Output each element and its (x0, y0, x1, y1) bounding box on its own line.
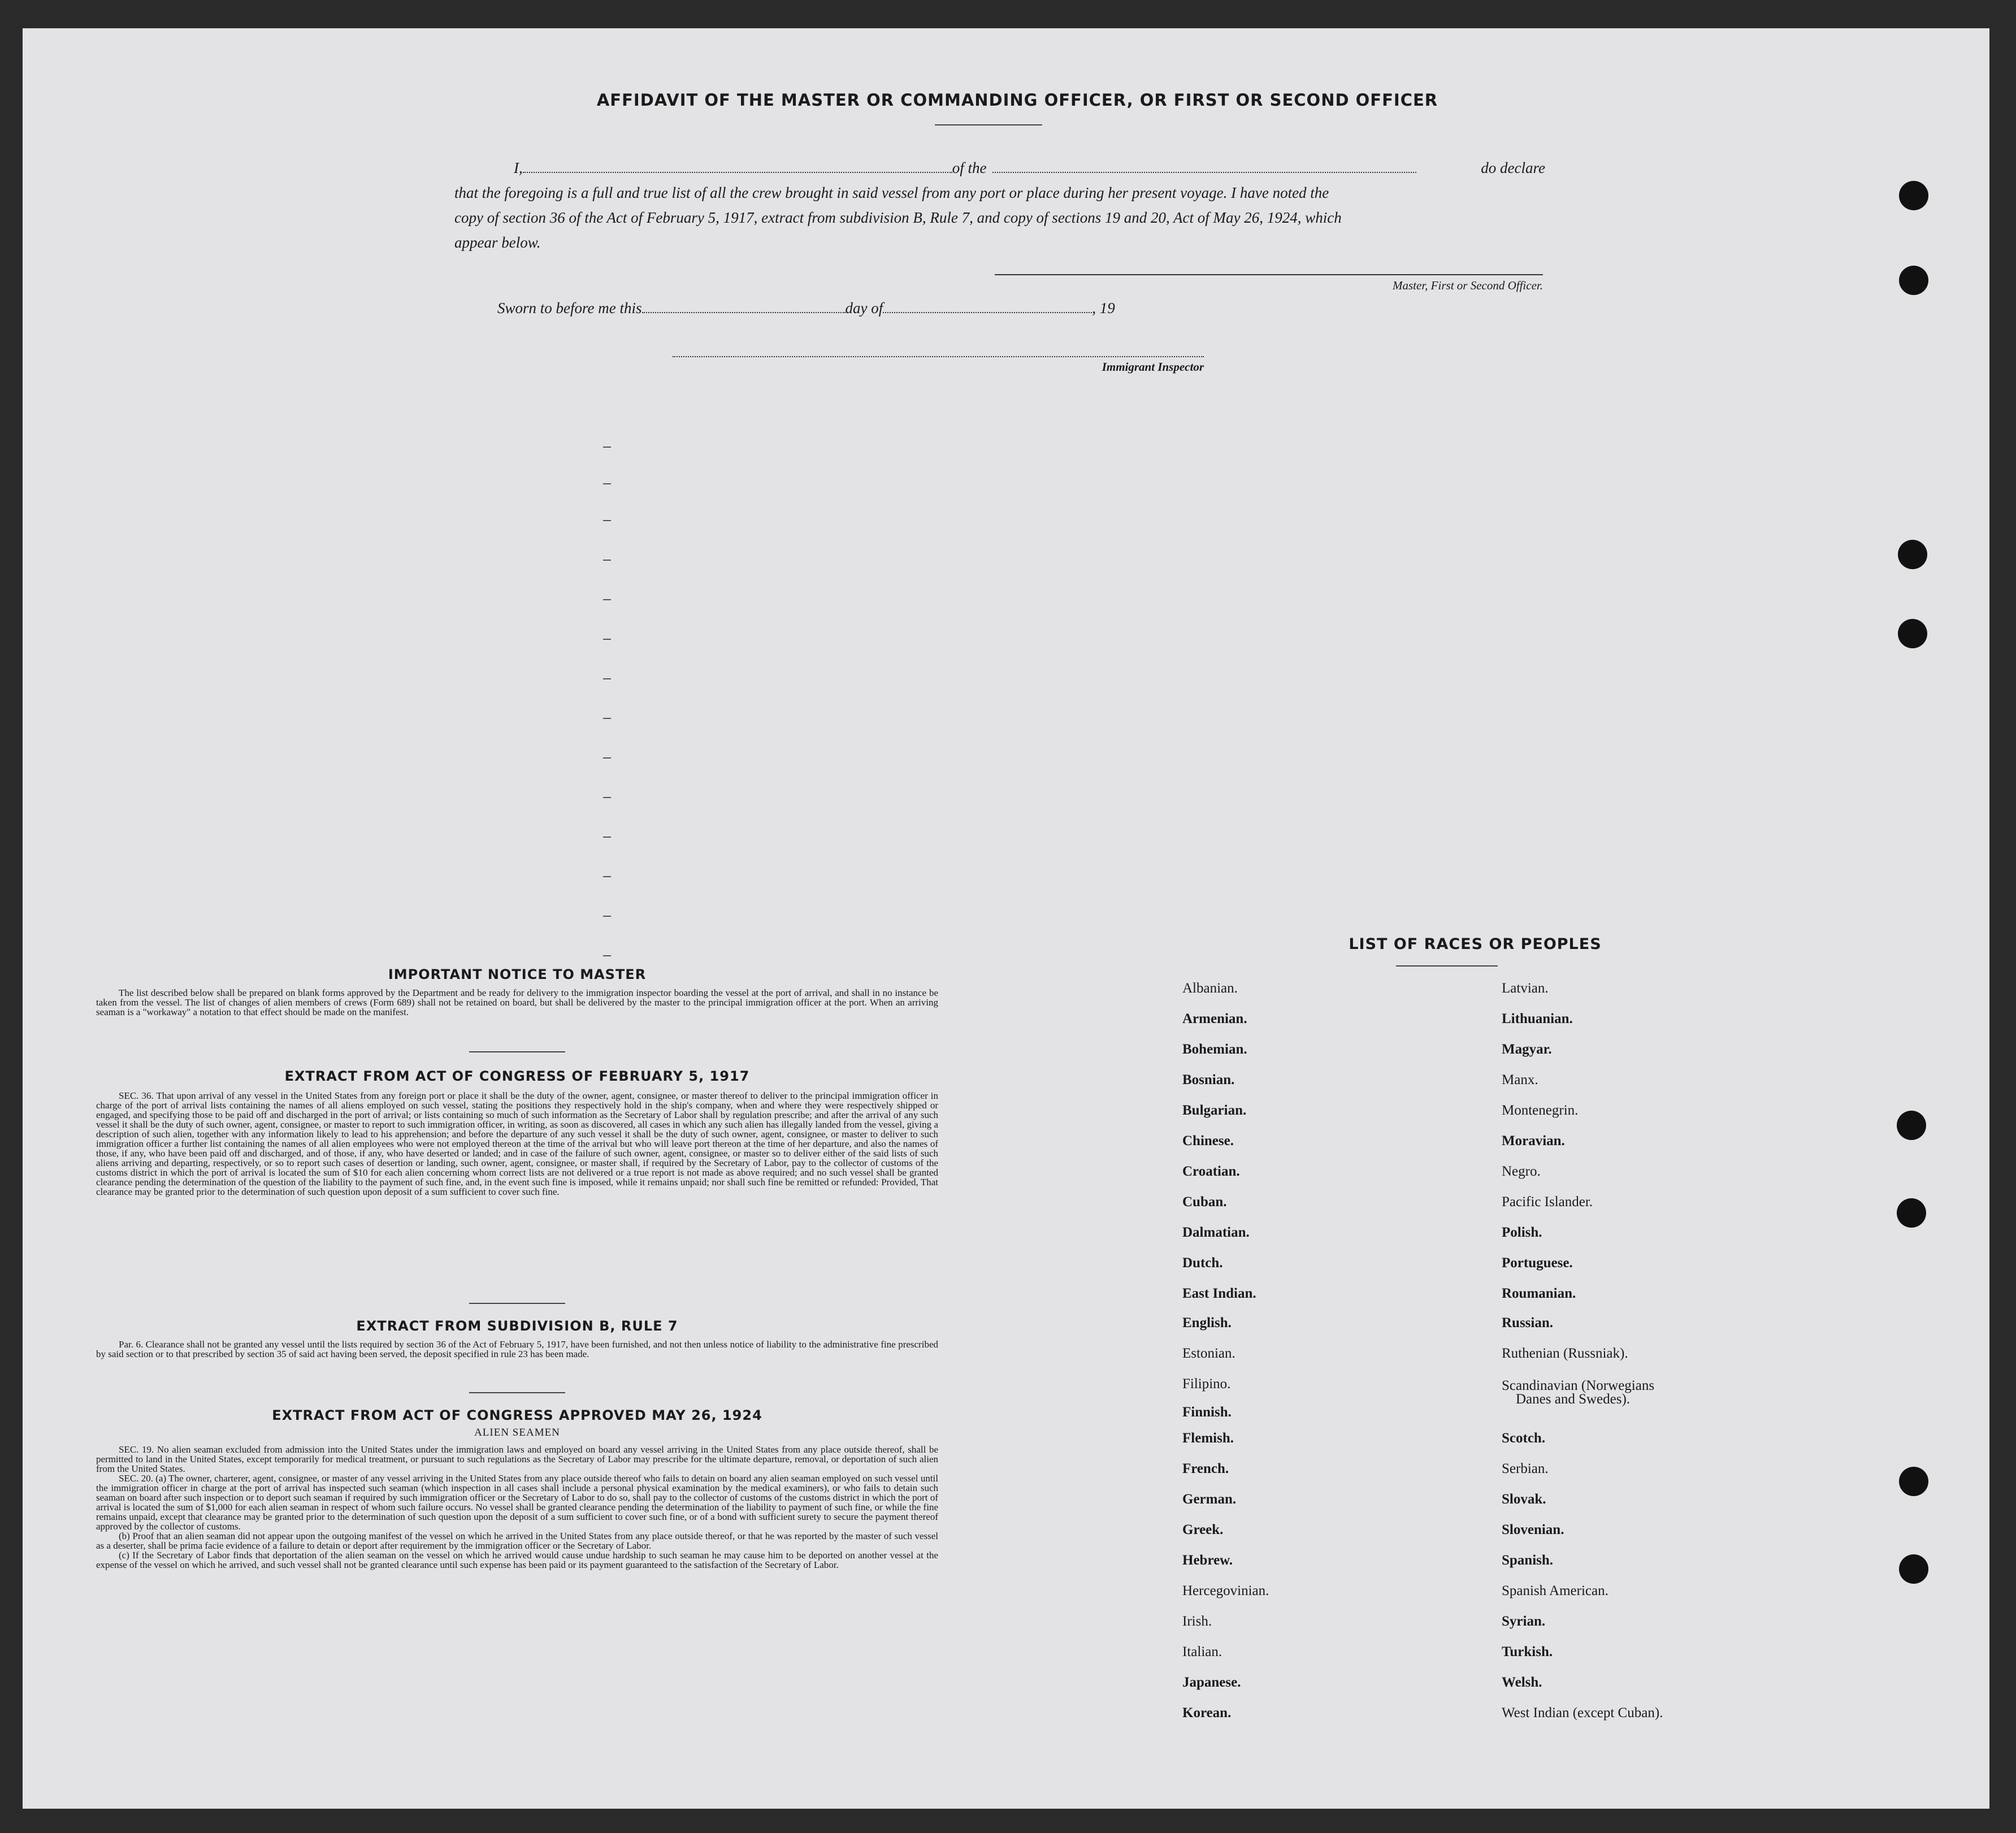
punch-hole (1899, 266, 1928, 295)
affidavit-line1-mid: of the (952, 159, 987, 176)
sworn-mid: day of (845, 300, 883, 317)
race-item: Negro. (1502, 1164, 1541, 1179)
race-item: Filipino. (1182, 1376, 1231, 1392)
race-item: Roumanian. (1502, 1286, 1576, 1301)
race-item: Dalmatian. (1182, 1225, 1250, 1240)
race-item: Montenegrin. (1502, 1103, 1579, 1118)
race-item: English. (1182, 1315, 1232, 1331)
affidavit-body (454, 155, 1545, 255)
race-item: Finnish. (1182, 1405, 1232, 1420)
races-divider (1396, 965, 1498, 967)
rule-7-body (96, 1340, 938, 1359)
affidavit-line1-end: do declare (1481, 159, 1545, 176)
race-item: Manx. (1502, 1072, 1538, 1087)
race-item: Bohemian. (1182, 1042, 1247, 1057)
section-36-text: SEC. 36. That upon arrival of any vessel in the United States from any foreign port or place it shall be the duty of the owner, agent, consignee, or master thereof to deliver to the principal immigration officer in charge of the port of arrival lists containing the names of all aliens employed on such vessel, stating the positions they respectively hold in the ship's company, when and where they were respectively shipped or engaged, and specifying those to be paid off and discharged in the port of arrival; or lists containing so much of such information as the Secretary of Labor shall by regulation prescribe; and after the arrival of any such vessel it shall be the duty of such owner, agent, consignee, or master to report to such immigration officer, in writing, as soon as discovered, all cases in which any such alien has illegally landed from the vessel, giving a description of such alien, together with any information likely to lead to his apprehension; and before the departure of any such vessel it shall be the duty of such owner, agent, consignee, or master to deliver to such immigration officer a further list containing the names of all alien employees who were not employed thereon at the time of the arrival but who will leave port thereon at the time of her departure, and also the names of those, if any, who have been paid off and discharged, and of those, if any, who have deserted or landed; and in case of the failure of such owner, agent, consignee, or master so to deliver either of the said lists of such aliens arriving and departing, respectively, or so to report such cases of desertion or landing, such owner, agent, consignee, or master shall, if required by the Secretary of Labor, pay to the collector of customs of the customs district in which the port of arrival is located the sum of $10 for each alien concerning whom correct lists are not delivered or a true report is not made as above required; and no such vessel shall be granted clearance pending the determination of the question of the liability to the payment of such fine, and, in the event such fine is imposed, while it remains unpaid; nor shall such fine be remitted or refunded: Provided, That clearance may be granted prior to the determination of such question upon deposit of a sum sufficient to cover such fine. (96, 1090, 938, 1197)
races-title: LIST OF RACES OR PEOPLES (1349, 935, 1602, 953)
race-item: Dutch. (1182, 1255, 1223, 1271)
notice-divider (469, 1051, 565, 1052)
notice-text: The list described below shall be prepared on blank forms approved by the Department and be ready for delivery to the immigration inspector boarding the vessel at the port of arrival, and shall in no instance be taken from the vessel. The list of changes of alien members of crews (Form 689) shall not be retained on board, but shall be delivered by the master to the principal immigration officer at the port. When an arriving seaman is a "workaway" a notation to that effect should be made on the manifest. (96, 987, 938, 1017)
punch-hole (1897, 1111, 1926, 1140)
race-item: Spanish American. (1502, 1583, 1609, 1598)
sworn-end: , 19 (1092, 300, 1115, 317)
name-blank[interactable] (523, 172, 952, 173)
sworn-start: Sworn to before me this (497, 300, 642, 317)
rule-7-text: Par. 6. Clearance shall not be granted any vessel until the lists required by section 36 of the Act of February 5, 1917, have been furnished, and not then unless notice of liability to the administrative fine prescribed by said section or to that prescribed by section 35 of said act having been served, the deposit specified in rule 23 has been made. (96, 1339, 938, 1359)
race-item: Greek. (1182, 1522, 1224, 1537)
race-item: Pacific Islander. (1502, 1194, 1593, 1210)
master-signature-label: Master, First or Second Officer. (1393, 279, 1543, 292)
race-item: Croatian. (1182, 1164, 1240, 1179)
race-item: Syrian. (1502, 1614, 1546, 1629)
race-item: Turkish. (1502, 1644, 1553, 1659)
punch-hole (1899, 181, 1928, 210)
punch-hole (1899, 1467, 1928, 1496)
race-item: Korean. (1182, 1705, 1232, 1721)
race-item: Scotch. (1502, 1431, 1546, 1446)
punch-hole (1899, 1554, 1928, 1584)
extract-1917-divider (469, 1303, 565, 1304)
race-item: Magyar. (1502, 1042, 1552, 1057)
extract-1924-body (96, 1445, 938, 1570)
race-item: Latvian. (1502, 981, 1549, 996)
race-item: Russian. (1502, 1315, 1554, 1331)
race-item: Scandinavian (Norwegians (1502, 1378, 1655, 1393)
affidavit-line4: appear below. (454, 234, 541, 251)
sworn-month-blank[interactable] (883, 312, 1092, 313)
race-item: Italian. (1182, 1644, 1222, 1659)
rule-7-divider (469, 1392, 565, 1393)
punch-hole (1898, 619, 1927, 648)
race-item: Estonian. (1182, 1346, 1235, 1361)
sec-20c-text: (c) If the Secretary of Labor finds that deportation of the alien seaman on the vessel on which he arrived would cause undue hardship to such seaman he may cause him to be deported on another vessel at the expense of the vessel on which he arrived, and such vessel shall not be granted clearance until such expense has been paid or its payment guaranteed to the satisfaction of the Secretary of Labor. (96, 1550, 938, 1570)
race-item: Ruthenian (Russniak). (1502, 1346, 1628, 1361)
race-item: French. (1182, 1461, 1229, 1476)
sworn-line (497, 300, 1115, 317)
race-item: German. (1182, 1492, 1237, 1507)
race-item: Chinese. (1182, 1133, 1234, 1149)
notice-body (96, 988, 938, 1017)
race-item: Bosnian. (1182, 1072, 1235, 1087)
sec-20b-text: (b) Proof that an alien seaman did not appear upon the outgoing manifest of the vessel on which he arrived in the United States from any place outside thereof, or that he was reported by the master of such vessel as a deserter, shall be prima facie evidence of a failure to detain or deport after requirement by the immigration officer or the Secretary of Labor. (96, 1531, 938, 1551)
affidavit-line3: copy of section 36 of the Act of February 5, 1917, extract from subdivision B, Rule 7, and copy of sections 19 and 20, Act of May 26, 1924, which (454, 209, 1342, 226)
race-item: Polish. (1502, 1225, 1542, 1240)
race-item: Irish. (1182, 1614, 1212, 1629)
extract-1917-title: EXTRACT FROM ACT OF CONGRESS OF FEBRUARY 5, 1917 (284, 1068, 750, 1084)
affidavit-line2: that the foregoing is a full and true list of all the crew brought in said vessel from any port or place during her present voyage. I have noted the (454, 184, 1329, 201)
race-item: East Indian. (1182, 1286, 1256, 1301)
race-item: Portuguese. (1502, 1255, 1573, 1271)
extract-1924-title: EXTRACT FROM ACT OF CONGRESS APPROVED MAY 26, 1924 (272, 1407, 762, 1423)
race-item: Slovak. (1502, 1492, 1546, 1507)
race-item: Moravian. (1502, 1133, 1565, 1149)
document-page (23, 28, 1989, 1809)
notice-title: IMPORTANT NOTICE TO MASTER (388, 967, 647, 982)
master-signature-line[interactable] (995, 274, 1543, 275)
race-item: Cuban. (1182, 1194, 1227, 1210)
punch-hole (1897, 1198, 1926, 1228)
race-item: Bulgarian. (1182, 1103, 1247, 1118)
title-divider (935, 124, 1042, 125)
race-item: Lithuanian. (1502, 1011, 1573, 1026)
inspector-signature-line[interactable] (673, 356, 1204, 357)
sec-19-text: SEC. 19. No alien seaman excluded from admission into the United States under the immigration laws and employed on board any vessel arriving in the United States from any place outside thereof, shall be permitted to land in the United States, except temporarily for medical treatment, or pursuant to such regulations as the Secretary of Labor may prescribe for the ultimate departure, removal, or deportation of such alien from the United States. (96, 1444, 938, 1474)
race-item: Armenian. (1182, 1011, 1247, 1026)
race-item: Welsh. (1502, 1675, 1542, 1690)
race-item: Danes and Swedes). (1516, 1392, 1631, 1407)
race-item: Flemish. (1182, 1431, 1234, 1446)
vessel-blank[interactable] (992, 172, 1416, 173)
race-item: Spanish. (1502, 1553, 1554, 1568)
rule-7-title: EXTRACT FROM SUBDIVISION B, RULE 7 (356, 1318, 678, 1334)
sec-20a-text: SEC. 20. (a) The owner, charterer, agent, consignee, or master of any vessel arriving in the United States from any place outside thereof who fails to detain on board any alien seaman employed on such vessel until the immigration officer in charge at the port of arrival has inspected such seaman (which inspection in all cases shall include a personal physical examination by the medical examiners), or who fails to detain such seaman on board after such inspection or to deport such seaman if required by such immigration officer or the Secretary of Labor to do so, shall pay to the collector of customs of the customs district in which the port of arrival is located the sum of $1,000 for each alien seaman in respect of whom such failure occurs. No vessel shall be granted clearance pending the determination of the liability to payment of such fine, or while the fine remains unpaid, except that clearance may be granted prior to the determination of such question upon the deposit of a sum sufficient to cover such fine, or of a bond with sufficient surety to secure the payment thereof approved by the collector of customs. (96, 1473, 938, 1532)
race-item: Albanian. (1182, 981, 1238, 996)
race-item: Hebrew. (1182, 1553, 1233, 1568)
sworn-day-blank[interactable] (642, 312, 846, 313)
affidavit-title: AFFIDAVIT OF THE MASTER OR COMMANDING OFFICER, OR FIRST OR SECOND OFFICER (596, 90, 1438, 110)
race-item: Hercegovinian. (1182, 1583, 1269, 1598)
alien-seamen-subtitle: ALIEN SEAMEN (474, 1427, 560, 1438)
race-item: Slovenian. (1502, 1522, 1564, 1537)
race-item: West Indian (except Cuban). (1502, 1705, 1663, 1721)
race-item: Serbian. (1502, 1461, 1549, 1476)
inspector-label: Immigrant Inspector (1102, 360, 1204, 374)
affidavit-line1-start: I, (514, 159, 523, 176)
extract-1917-body (96, 1091, 938, 1197)
race-item: Japanese. (1182, 1675, 1241, 1690)
punch-hole (1898, 540, 1927, 569)
